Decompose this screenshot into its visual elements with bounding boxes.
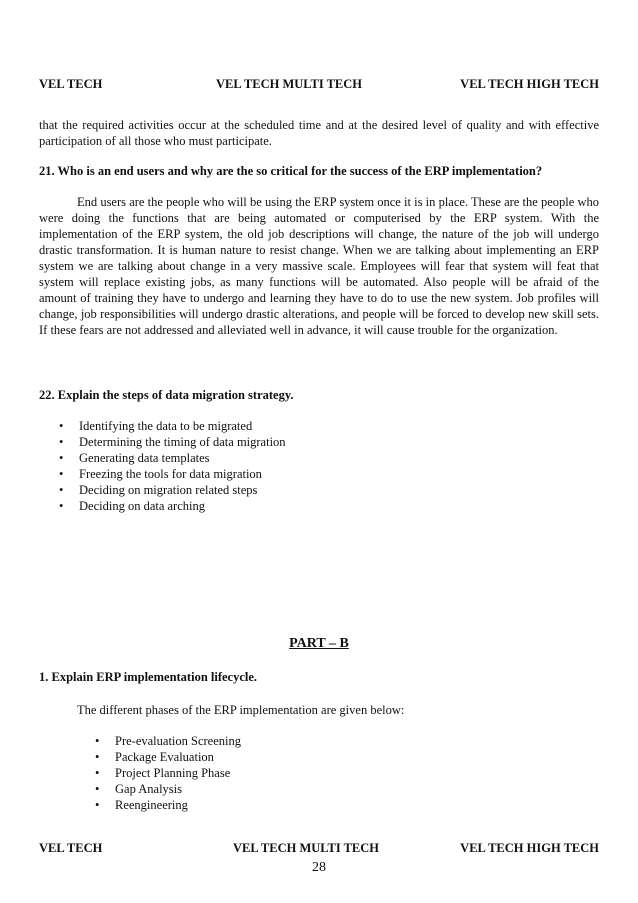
list-item: • Package Evaluation <box>95 749 241 765</box>
migration-steps-list <box>59 418 286 514</box>
list-item: • Reengineering <box>95 797 241 813</box>
header-right: VEL TECH HIGH TECH <box>460 77 599 91</box>
part-b-heading: PART – B <box>289 636 349 651</box>
list-item: • Freezing the tools for data migration <box>59 466 286 482</box>
answer-21: End users are the people who will be using the ERP system once it is in place. These are the people who were doing the functions that are being automated or computerised by the ERP system. With the implementation of the ERP system, the old job descriptions will change, the nature of the job will undergo drastic transformation. It is human nature to resist change. When we are talking about implementing an ERP system we are talking about change in a very massive scale. Employees will fear that system will feat that system will replace existing jobs, as many functions will be automated. Also people will be afraid of the amount of training they have to undergo and learning they have to do to use the new system. Job profiles will change, job responsibilities will undergo drastic alterations, and people will be forced to develop new skill sets. If these fears are not addressed and alleviated well in advance, it will cause trouble for the organization. <box>39 195 599 337</box>
header-center: VEL TECH MULTI TECH <box>216 77 363 91</box>
part-b-question-1: 1. Explain ERP implementation lifecycle. <box>39 670 258 684</box>
part-b-intro: The different phases of the ERP implementation are given below: <box>77 703 405 717</box>
list-item: • Identifying the data to be migrated <box>59 418 286 434</box>
list-item: • Generating data templates <box>59 450 286 466</box>
question-21: 21. Who is an end users and why are the so critical for the success of the ERP implementation? <box>39 164 543 178</box>
list-item: • Determining the timing of data migration <box>59 434 286 450</box>
page-number: 28 <box>312 860 326 875</box>
list-item: • Project Planning Phase <box>95 765 241 781</box>
intro-paragraph: that the required activities occur at the scheduled time and at the desired level of quality and with effective participation of all those who must participate. <box>39 118 599 148</box>
question-22: 22. Explain the steps of data migration strategy. <box>39 388 294 402</box>
footer-right: VEL TECH HIGH TECH <box>460 841 599 855</box>
footer-center: VEL TECH MULTI TECH <box>233 841 380 855</box>
list-item: • Deciding on data arching <box>59 498 286 514</box>
footer-left: VEL TECH <box>39 841 103 855</box>
header-left: VEL TECH <box>39 77 103 91</box>
erp-phases-list <box>95 733 241 813</box>
list-item: • Gap Analysis <box>95 781 241 797</box>
list-item: • Deciding on migration related steps <box>59 482 286 498</box>
list-item: • Pre-evaluation Screening <box>95 733 241 749</box>
